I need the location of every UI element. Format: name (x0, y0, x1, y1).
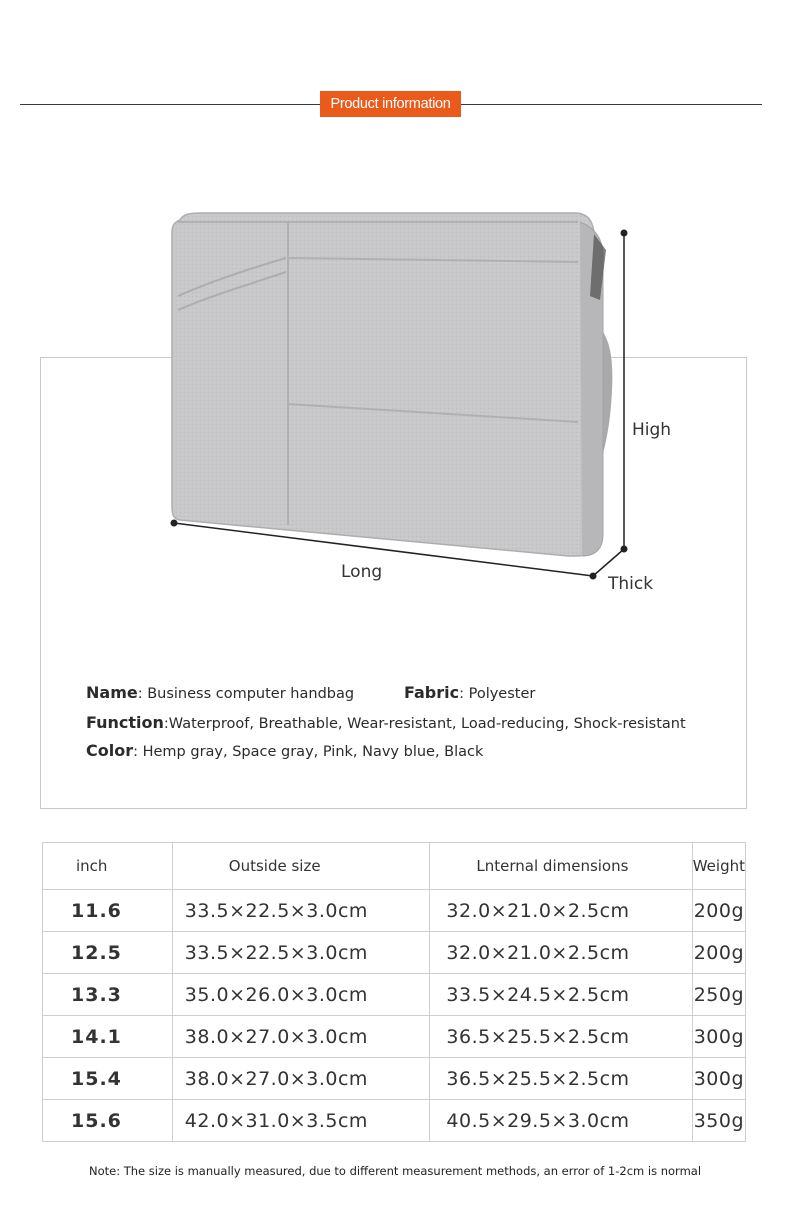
cell-inch: 12.5 (43, 932, 173, 974)
spec-fabric (404, 683, 535, 702)
table-row (43, 1100, 746, 1142)
cell-internal-size: 40.5×29.5×3.0cm (430, 1100, 692, 1142)
table-row (43, 932, 746, 974)
bag-body (172, 213, 594, 556)
cell-inch: 15.6 (43, 1100, 173, 1142)
spec-color-value: : Hemp gray, Space gray, Pink, Navy blue, Black (133, 744, 484, 760)
cell-outside-size: 35.0×26.0×3.0cm (172, 974, 430, 1016)
thick-dimension-line (593, 549, 624, 576)
spec-fabric-key: Fabric (404, 683, 460, 702)
section-title-badge: Product information (320, 91, 461, 117)
cell-weight: 200g (692, 890, 745, 932)
cell-weight: 200g (692, 932, 745, 974)
spec-function-value: :Waterproof, Breathable, Wear-resistant, Load-reducing, Shock-resistant (163, 716, 686, 732)
cell-weight: 350g (692, 1100, 745, 1142)
spec-fabric-value: : Polyester (459, 686, 536, 702)
cell-internal-size: 36.5×25.5×2.5cm (430, 1016, 692, 1058)
header-internal-dimensions: Lnternal dimensions (430, 843, 692, 890)
spec-name (86, 683, 354, 702)
cell-outside-size: 33.5×22.5×3.0cm (172, 890, 430, 932)
header-weight: Weight (692, 843, 745, 890)
cell-outside-size: 33.5×22.5×3.0cm (172, 932, 430, 974)
cell-internal-size: 33.5×24.5×2.5cm (430, 974, 692, 1016)
spec-color-key: Color (86, 741, 134, 760)
cell-weight: 300g (692, 1016, 745, 1058)
spec-name-value: : Business computer handbag (137, 686, 355, 702)
table-header-row (43, 843, 746, 890)
cell-weight: 300g (692, 1058, 745, 1100)
table-row (43, 1016, 746, 1058)
header-inch: inch (43, 843, 173, 890)
cell-internal-size: 36.5×25.5×2.5cm (430, 1058, 692, 1100)
spec-function (86, 713, 686, 732)
cell-inch: 15.4 (43, 1058, 173, 1100)
cell-inch: 11.6 (43, 890, 173, 932)
spec-function-key: Function (86, 713, 164, 732)
spec-color (86, 741, 483, 760)
thick-label: Thick (608, 574, 654, 594)
table-row (43, 1058, 746, 1100)
spec-name-key: Name (86, 683, 138, 702)
size-table (42, 842, 746, 1142)
cell-inch: 13.3 (43, 974, 173, 1016)
cell-internal-size: 32.0×21.0×2.5cm (430, 890, 692, 932)
cell-outside-size: 38.0×27.0×3.0cm (172, 1016, 430, 1058)
table-row (43, 890, 746, 932)
long-label: Long (341, 562, 383, 582)
measurement-note: Note: The size is manually measured, due to different measurement methods, an error of 1-2cm is normal (88, 1164, 702, 1178)
header-outside-size: Outside size (172, 843, 430, 890)
cell-inch: 14.1 (43, 1016, 173, 1058)
cell-outside-size: 42.0×31.0×3.5cm (172, 1100, 430, 1142)
table-row (43, 974, 746, 1016)
cell-internal-size: 32.0×21.0×2.5cm (430, 932, 692, 974)
cell-outside-size: 38.0×27.0×3.0cm (172, 1058, 430, 1100)
cell-weight: 250g (692, 974, 745, 1016)
high-label: High (632, 420, 672, 440)
